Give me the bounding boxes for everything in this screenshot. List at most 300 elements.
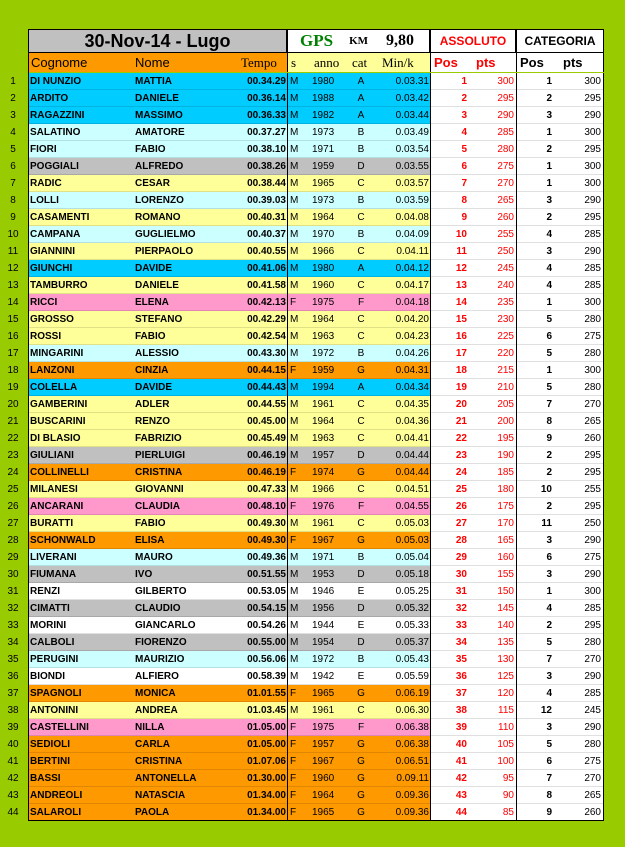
cell-sesso: M [287,209,306,226]
cell-min-km: 0.04.44 [395,450,429,461]
table-row [28,787,604,804]
cell-sesso: F [287,362,306,379]
cell-pos-categoria: 6 [516,549,560,566]
cell-categoria: E [357,671,365,682]
row-number: 22 [7,433,19,444]
table-row [28,226,604,243]
cell-pos-assoluto: 39 [430,719,473,736]
cell-pts-categoria: 300 [560,294,604,311]
row-number: 23 [7,450,19,461]
cell-pts-categoria: 285 [560,260,604,277]
cell-pos-categoria: 1 [516,158,560,175]
cell-pts-categoria: 255 [560,481,604,498]
cell-pts-assoluto: 155 [497,569,514,580]
cell-pos-assoluto: 31 [430,583,473,600]
cell-pts-categoria: 280 [560,379,604,396]
cell-nome: MASSIMO [135,110,183,121]
row-number: 6 [10,161,16,172]
col-cat-pos: Pos [520,55,544,70]
cell-tempo: 00.36.33 [247,110,286,121]
col-cat: cat [352,55,368,70]
cell-categoria: C [357,246,365,257]
cell-min-km: 0.05.33 [395,620,429,631]
cell-pos-assoluto: 26 [430,498,473,515]
cell-sesso: M [287,107,306,124]
cell-pts-assoluto: 260 [497,212,514,223]
table-row [28,260,604,277]
cell-tempo: 00.49.30 [247,518,286,529]
cell-tempo: 01.03.45 [247,705,286,716]
cell-min-km: 0.09.11 [396,773,429,784]
table-row [28,158,604,175]
cell-sesso: M [287,141,306,158]
cell-pos-categoria: 9 [516,804,560,821]
col-sesso: s [291,55,297,70]
cell-cognome: SCHONWALD [30,535,96,546]
row-number: 7 [10,178,16,189]
cell-pos-categoria: 2 [516,617,560,634]
cell-pts-categoria: 295 [560,498,604,515]
cell-min-km: 0.04.55 [395,501,429,512]
cell-pts-assoluto: 280 [497,144,514,155]
cell-categoria: A [357,93,365,104]
cell-cognome: SALATINO [30,127,81,138]
cell-pos-categoria: 5 [516,345,560,362]
cell-nome: GUGLIELMO [135,229,196,240]
row-number: 28 [7,535,19,546]
cell-anno: 1953 [312,569,335,580]
cell-nome: GIOVANNI [135,484,184,495]
cell-anno: 1964 [312,212,335,223]
cell-sesso: F [287,753,306,770]
cell-min-km: 0.04.08 [395,212,429,223]
cell-pts-assoluto: 160 [497,552,514,563]
cell-tempo: 00.48.10 [247,501,286,512]
cell-nome: DANIELE [135,280,179,291]
cell-tempo: 00.38.44 [247,178,286,189]
cell-min-km: 0.03.59 [395,195,429,206]
cell-categoria: G [357,807,365,818]
cell-pos-assoluto: 18 [430,362,473,379]
cell-pos-assoluto: 8 [430,192,473,209]
cell-categoria: D [357,569,365,580]
cell-pts-assoluto: 270 [497,178,514,189]
cell-tempo: 00.54.26 [247,620,286,631]
cell-cognome: DI BLASIO [30,433,81,444]
row-number: 44 [7,807,19,818]
cell-cognome: CAMPANA [30,229,81,240]
cell-min-km: 0.06.30 [395,705,429,716]
cell-nome: DAVIDE [135,263,173,274]
cell-pts-categoria: 270 [560,396,604,413]
cell-pos-assoluto: 41 [430,753,473,770]
cell-min-km: 0.06.19 [395,688,429,699]
cell-anno: 1982 [312,110,335,121]
cell-cognome: FIORI [30,144,57,155]
cell-pos-assoluto: 36 [430,668,473,685]
cell-anno: 1963 [312,331,335,342]
cell-tempo: 00.51.55 [247,569,286,580]
cell-pts-categoria: 280 [560,345,604,362]
cell-sesso: M [287,90,306,107]
cell-pts-assoluto: 220 [497,348,514,359]
table-row [28,736,604,753]
table-row [28,192,604,209]
row-number: 9 [10,212,16,223]
cell-pts-categoria: 260 [560,430,604,447]
cell-pts-assoluto: 95 [502,773,514,784]
table-row [28,209,604,226]
cell-sesso: M [287,515,306,532]
cell-pos-categoria: 7 [516,396,560,413]
cell-cognome: MILANESI [30,484,78,495]
cell-pts-categoria: 280 [560,634,604,651]
cell-tempo: 00.46.19 [247,450,286,461]
cell-pts-assoluto: 210 [497,382,514,393]
cell-pts-categoria: 270 [560,770,604,787]
cell-cognome: LIVERANI [30,552,77,563]
cell-nome: LORENZO [135,195,184,206]
cell-nome: ADLER [135,399,170,410]
row-number: 3 [10,110,16,121]
cell-nome: CLAUDIO [135,603,181,614]
cell-pts-assoluto: 175 [497,501,514,512]
cell-pts-assoluto: 225 [497,331,514,342]
cell-pts-assoluto: 200 [497,416,514,427]
table-row [28,753,604,770]
cell-pos-categoria: 2 [516,464,560,481]
cell-tempo: 00.45.00 [247,416,286,427]
cell-pts-assoluto: 240 [497,280,514,291]
cell-pos-categoria: 5 [516,736,560,753]
cell-sesso: F [287,736,306,753]
cell-sesso: M [287,243,306,260]
cell-tempo: 01.30.00 [247,773,286,784]
table-row [28,379,604,396]
cell-cognome: TAMBURRO [30,280,88,291]
cell-anno: 1961 [312,705,335,716]
cell-categoria: B [357,195,365,206]
cell-cognome: LOLLI [30,195,59,206]
cell-pos-categoria: 1 [516,362,560,379]
cell-cognome: GROSSO [30,314,74,325]
row-number: 10 [7,229,19,240]
cell-tempo: 00.40.31 [247,212,286,223]
cell-tempo: 00.49.36 [247,552,286,563]
cell-pts-categoria: 295 [560,617,604,634]
cell-anno: 1973 [312,127,335,138]
cell-categoria: E [357,586,365,597]
cell-categoria: E [357,620,365,631]
cell-pts-categoria: 290 [560,668,604,685]
cell-min-km: 0.04.17 [395,280,429,291]
cell-tempo: 00.40.55 [247,246,286,257]
cell-anno: 1970 [312,229,335,240]
cell-sesso: F [287,464,306,481]
cell-pts-categoria: 265 [560,413,604,430]
cell-anno: 1960 [312,773,335,784]
table-row [28,141,604,158]
cell-pos-categoria: 3 [516,566,560,583]
cell-pos-categoria: 7 [516,651,560,668]
cell-pos-assoluto: 7 [430,175,473,192]
cell-pts-categoria: 290 [560,107,604,124]
cell-categoria: C [357,280,365,291]
cell-pos-assoluto: 35 [430,651,473,668]
categoria-header: CATEGORIA [516,29,604,53]
cell-pts-categoria: 295 [560,90,604,107]
cell-anno: 1954 [312,637,335,648]
cell-anno: 1942 [312,671,335,682]
cell-cognome: CASTELLINI [30,722,89,733]
cell-pts-categoria: 295 [560,141,604,158]
cell-categoria: A [357,110,365,121]
cell-anno: 1946 [312,586,335,597]
table-row [28,413,604,430]
cell-tempo: 00.42.29 [247,314,286,325]
cell-categoria: A [357,382,365,393]
cell-pos-assoluto: 43 [430,787,473,804]
cell-pos-categoria: 1 [516,73,560,90]
cell-pts-categoria: 260 [560,804,604,821]
cell-pos-assoluto: 22 [430,430,473,447]
cell-nome: FABIO [135,144,166,155]
cell-nome: PAOLA [135,807,170,818]
cell-categoria: C [357,518,365,529]
cell-pos-assoluto: 38 [430,702,473,719]
cell-pos-categoria: 5 [516,379,560,396]
cell-tempo: 00.44.55 [247,399,286,410]
cell-sesso: F [287,532,306,549]
cell-cognome: ANTONINI [30,705,79,716]
row-number: 17 [7,348,19,359]
gps-label: GPS [300,31,334,50]
cell-pts-assoluto: 90 [502,790,514,801]
cell-cognome: COLLINELLI [30,467,89,478]
row-number: 33 [7,620,19,631]
cell-min-km: 0.03.54 [395,144,429,155]
cell-anno: 1957 [312,739,335,750]
cell-cognome: SEDIOLI [30,739,71,750]
table-row [28,719,604,736]
cell-cognome: RAGAZZINI [30,110,85,121]
cell-categoria: B [357,348,365,359]
cell-tempo: 00.42.13 [247,297,286,308]
cell-categoria: C [357,178,365,189]
cell-anno: 1976 [312,501,335,512]
cell-sesso: M [287,396,306,413]
cell-pts-categoria: 290 [560,566,604,583]
cell-cognome: MINGARINI [30,348,84,359]
cell-anno: 1961 [312,399,335,410]
cell-anno: 1965 [312,178,335,189]
cell-pts-categoria: 300 [560,124,604,141]
cell-min-km: 0.03.44 [395,110,429,121]
table-left-border [28,29,29,821]
cell-anno: 1967 [312,756,335,767]
cell-pts-categoria: 290 [560,719,604,736]
cell-tempo: 00.47.33 [247,484,286,495]
col-cognome: Cognome [31,55,88,70]
cell-pts-assoluto: 195 [497,433,514,444]
row-number: 1 [10,76,16,87]
cell-pts-categoria: 275 [560,549,604,566]
cell-nome: PIERPAOLO [135,246,194,257]
cell-anno: 1980 [312,263,335,274]
cell-pts-assoluto: 105 [497,739,514,750]
cell-pos-assoluto: 30 [430,566,473,583]
cell-pts-assoluto: 110 [498,722,514,733]
cell-min-km: 0.09.36 [395,807,429,818]
cell-cognome: GIULIANI [30,450,74,461]
cell-sesso: M [287,651,306,668]
cell-min-km: 0.05.59 [395,671,429,682]
cell-pts-assoluto: 265 [497,195,514,206]
cell-pts-categoria: 275 [560,753,604,770]
cell-pts-assoluto: 135 [497,637,514,648]
row-number: 4 [10,127,16,138]
cell-min-km: 0.04.23 [395,331,429,342]
cell-sesso: M [287,413,306,430]
table-row [28,73,604,90]
cell-anno: 1964 [312,416,335,427]
cell-nome: NATASCIA [135,790,186,801]
cell-min-km: 0.04.18 [395,297,429,308]
cell-nome: STEFANO [135,314,183,325]
col-min-k: Min/k [382,55,414,70]
cell-pos-assoluto: 9 [430,209,473,226]
cell-categoria: G [357,773,365,784]
cell-pts-assoluto: 285 [497,127,514,138]
cell-anno: 1967 [312,535,335,546]
cell-categoria: G [357,688,365,699]
cell-pts-assoluto: 185 [497,467,514,478]
cell-pts-assoluto: 235 [497,297,514,308]
cell-sesso: M [287,481,306,498]
cell-anno: 1972 [312,348,335,359]
cell-nome: AMATORE [135,127,185,138]
cell-sesso: M [287,668,306,685]
cell-sesso: F [287,804,306,821]
table-row [28,566,604,583]
cell-categoria: C [357,212,365,223]
cell-cognome: GIUNCHI [30,263,73,274]
cell-pts-assoluto: 295 [497,93,514,104]
cell-nome: FIORENZO [135,637,187,648]
cell-anno: 1965 [312,688,335,699]
cell-min-km: 0.05.03 [395,535,429,546]
cell-sesso: M [287,124,306,141]
cell-categoria: D [357,450,365,461]
cell-pos-categoria: 4 [516,685,560,702]
cell-tempo: 00.36.14 [247,93,286,104]
row-number: 30 [7,569,19,580]
cell-anno: 1966 [312,484,335,495]
cell-anno: 1988 [312,93,335,104]
cell-min-km: 0.04.11 [396,246,429,257]
table-row [28,481,604,498]
cell-sesso: M [287,175,306,192]
table-row [28,107,604,124]
cell-anno: 1957 [312,450,335,461]
cell-pos-assoluto: 17 [430,345,473,362]
cell-tempo: 00.38.10 [247,144,286,155]
cell-pts-categoria: 285 [560,685,604,702]
cell-categoria: D [357,637,365,648]
cell-pos-categoria: 6 [516,328,560,345]
cell-pos-assoluto: 1 [430,73,473,90]
cell-categoria: D [357,161,365,172]
table-row [28,498,604,515]
table-row [28,651,604,668]
cell-tempo: 01.34.00 [247,807,286,818]
cell-tempo: 01.05.00 [247,739,286,750]
cell-pts-categoria: 280 [560,736,604,753]
cell-pos-assoluto: 14 [430,294,473,311]
row-number: 15 [7,314,19,325]
cell-categoria: G [357,365,365,376]
cell-min-km: 0.05.25 [395,586,429,597]
cell-tempo: 00.45.49 [247,433,286,444]
cell-sesso: M [287,583,306,600]
table-row [28,617,604,634]
cell-min-km: 0.03.31 [395,76,429,87]
cell-anno: 1966 [312,246,335,257]
cell-nome: IVO [135,569,153,580]
cell-sesso: F [287,719,306,736]
cell-pos-categoria: 2 [516,141,560,158]
cell-categoria: A [357,76,365,87]
cell-pts-assoluto: 140 [497,620,514,631]
row-number: 43 [7,790,19,801]
row-number: 5 [10,144,16,155]
cell-pts-categoria: 300 [560,158,604,175]
cell-anno: 1944 [312,620,335,631]
cell-categoria: C [357,433,365,444]
table-row [28,430,604,447]
cell-min-km: 0.05.32 [395,603,429,614]
cell-pts-categoria: 285 [560,600,604,617]
cell-pos-assoluto: 23 [430,447,473,464]
cell-nome: ROMANO [135,212,181,223]
cell-pos-assoluto: 40 [430,736,473,753]
cell-anno: 1971 [312,144,335,155]
cell-nome: DANIELE [135,93,179,104]
cell-nome: MAURO [135,552,173,563]
cell-sesso: M [287,260,306,277]
cell-cognome: BASSI [30,773,61,784]
cell-cognome: CALBOLI [30,637,75,648]
cell-pts-categoria: 300 [560,73,604,90]
km-value: 9,80 [386,32,415,49]
row-number: 18 [7,365,19,376]
cell-pos-categoria: 4 [516,600,560,617]
row-number: 31 [7,586,19,597]
cell-anno: 1974 [312,467,335,478]
cell-pos-categoria: 2 [516,498,560,515]
cell-pts-assoluto: 115 [498,705,514,716]
table-row [28,532,604,549]
cell-pos-assoluto: 10 [430,226,473,243]
table-row [28,175,604,192]
table-row [28,702,604,719]
cell-min-km: 0.04.36 [395,416,429,427]
table-row [28,804,604,821]
col-nome: Nome [135,55,170,70]
cell-sesso: M [287,634,306,651]
cell-tempo: 00.38.26 [247,161,286,172]
cell-pos-categoria: 3 [516,243,560,260]
